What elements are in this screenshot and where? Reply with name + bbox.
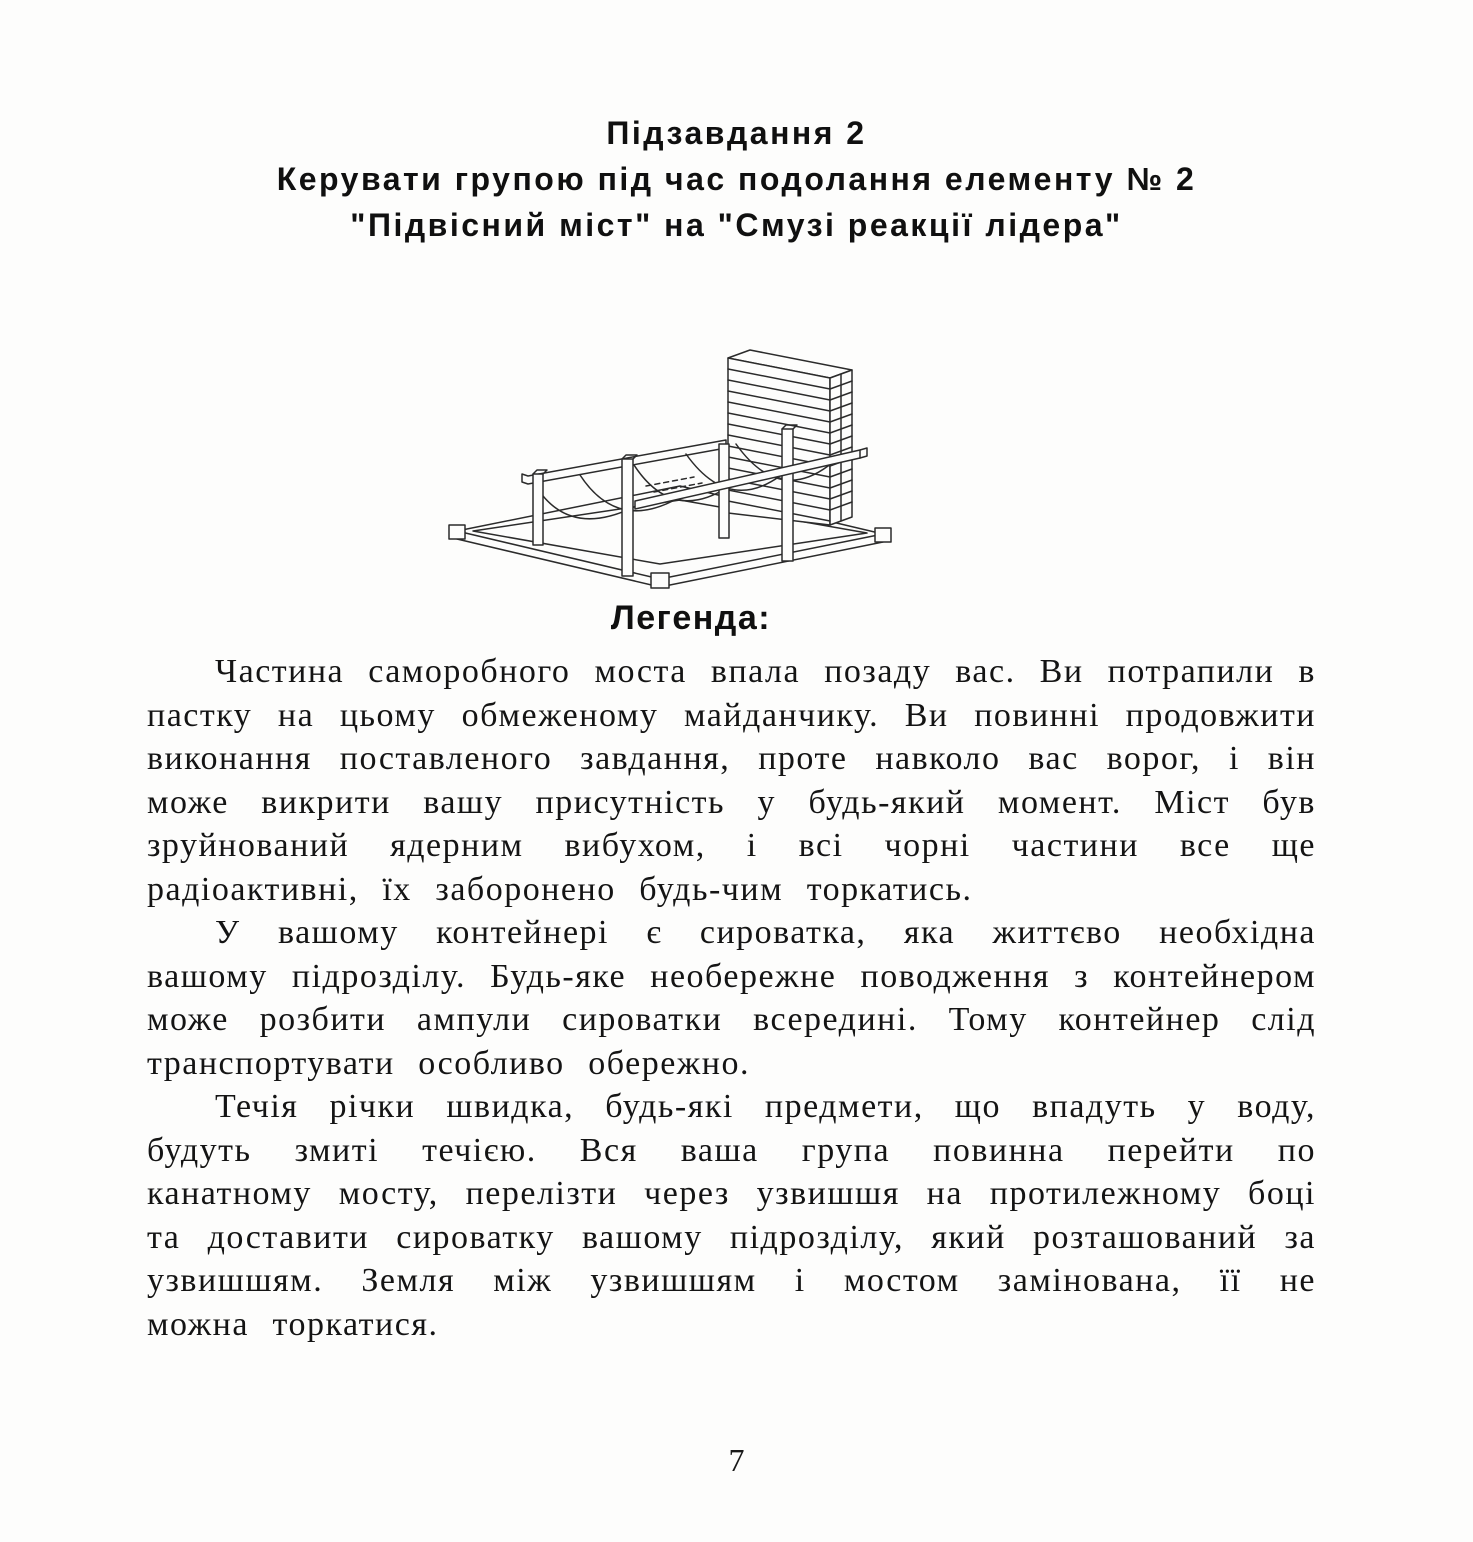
paragraph-3: Течія річки швидка, будь-які предмети, що впадуть у воду, будуть змиті течією. Вся ваша група повинна перейти по канатному мосту, перелізти через узвишшя на протилежному боці та доставити сироватку вашому підрозділу, який розташований за узвишшям. Земля між узвишшям і мостом замінована, її не можна торкатися. xyxy=(147,1088,1316,1343)
suspension-bridge-drawing xyxy=(430,333,900,605)
paragraph-2: У вашому контейнері є сироватка, яка життєво необхідна вашому підрозділу. Будь-яке необережне поводження з контейнером може розбити ампули сироватки всередині. Тому контейнер слід транспортувати особливо обережно. xyxy=(147,914,1316,1082)
page-number: 7 xyxy=(728,1442,745,1478)
legend-heading: Легенда: xyxy=(610,599,772,637)
paragraph-1: Частина саморобного моста впала позаду вас. Ви потрапили в пастку на цьому обмеженому майданчику. Ви повинні продовжити виконання поставленого завдання, проте навколо вас ворог, і він може викрити вашу присутність у будь-який момент. Міст був зруйнований ядерним вибухом, і всі чорні частини все ще радіоактивні, їх заборонено будь-чим торкатись. xyxy=(147,653,1316,908)
page-title-line-3: "Підвісний міст" на "Смузі реакції лідера" xyxy=(350,207,1123,243)
title-block xyxy=(0,110,1473,248)
suspension-bridge-figure xyxy=(430,333,900,605)
page-title-line-2: Керувати групою під час подолання елементу № 2 xyxy=(276,161,1197,197)
page-title-line-1: Підзавдання 2 xyxy=(606,115,867,151)
legend-text xyxy=(147,650,1316,1346)
